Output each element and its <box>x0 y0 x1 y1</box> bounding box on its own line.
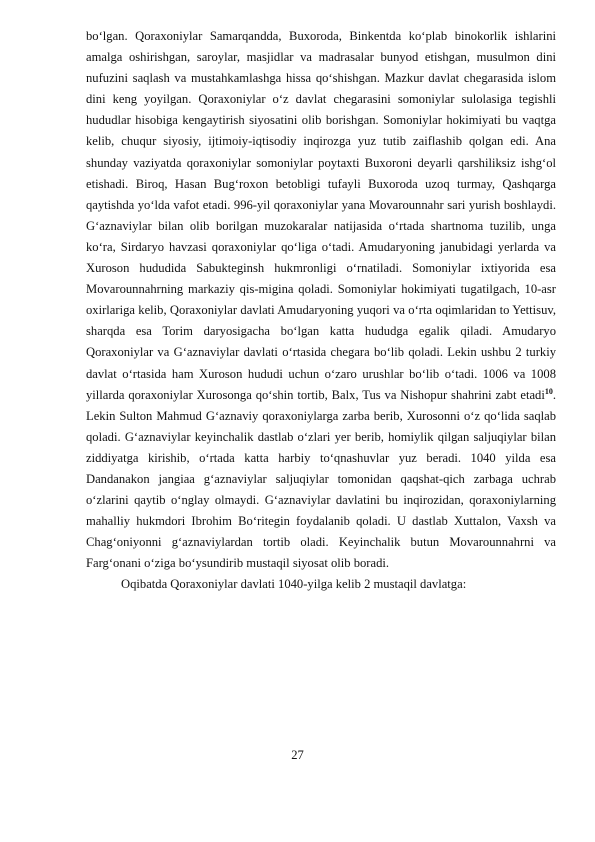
document-page <box>86 26 556 596</box>
body-paragraph <box>86 26 556 574</box>
page-number: 27 <box>291 748 304 762</box>
paragraph-text-part-2: . Lekin Sulton Mahmud G‘aznaviy qoraxoniylarga zarba berib, Xurosonni o‘z qo‘lida saqlab qoladi. G‘aznaviylar keyinchalik dastlab o‘zlari yer berib, homiylik qilgan saljuqiylar bilan ziddiyatga kirishib, o‘rtada katta harbiy to‘qnashuvlar yuz beradi. 1040 yilda esa Dandanakon jangiaa g‘aznaviylar saljuqiylar tomonidan qaqshat-qich zarbaga uchrab o‘zlarini qaytib o‘nglay olmaydi. G‘aznaviylar davlatini bu inqirozidan, qoraxoniylarning mahalliy hukmdori Ibrohim Bo‘ritegin foydalanib qoladi. U dastlab Xuttalon, Vaxsh va Chag‘oniyonni g‘aznaviylardan tortib oladi. Keyinchalik butun Movarounnahrni va Farg‘onani o‘ziga bo‘ysundirib mustaqil siyosat olib boradi. <box>86 387 556 571</box>
paragraph-text-part-1: bo‘lgan. Qoraxoniylar Samarqandda, Buxoroda, Binkentda ko‘plab binokorlik ishlarini amalga oshirishgan, saroylar, masjidlar va madrasalar bunyod etishgan, musulmon dini nufuzini saqlash va mustahkamlashga hissa qo‘shishgan. Mazkur davlat chegarasida islom dini keng yoyilgan. Qoraxoniylar o‘z davlat chegarasini somoniylar sulolasiga tegishli hududlar hisobiga kengaytirish siyosatini olib borishgan. Somoniylar hokimiyati bu vaqtga kelib, chuqur siyosiy, ijtimoiy-iqtisodiy inqirozga yuz tutib zaiflashib qolgan edi. Ana shunday vaziyatda qoraxoniylar somoniylar poytaxti Buxoroni deyarli qarshiliksiz ishg‘ol etishadi. Biroq, Hasan Bug‘roxon betobligi tufayli Buxoroda uzoq turmay, Qashqarga qaytishda yo‘lda vafot etadi. 996-yil qoraxoniylar yana Movarounnahr sari yurish boshlaydi. G‘aznaviylar bilan olib borilgan muzokaralar natijasida o‘rtada shartnoma tuzilib, unga ko‘ra, Sirdaryo havzasi qoraxoniylar qo‘liga o‘tadi. Amudaryoning janubidagi yerlarda va Xuroson hududida Sabukteginsh hukmronligi o‘rnatiladi. Somoniylar ixtiyorida esa Movarounnahrning markaziy qis-migina qoladi. Somoniylar hokimiyati tugatilgach, 10-asr oxirlariga kelib, Qoraxoniylar davlati Amudaryoning yuqori va o‘rta oqimlaridan to Yettisuv, sharqda esa Torim daryosigacha bo‘lgan katta hududga egalik qiladi. Amudaryo Qoraxoniylar va G‘aznaviylar davlati o‘rtasida chegara bo‘lib qoladi. Lekin ushbu 2 turkiy davlat o‘rtasida ham Xuroson hududi uchun o‘zaro urushlar bo‘lib o‘tadi. 1006 va 1008 yillarda qoraxoniylar Xurosonga qo‘shin tortib, Balx, Tus va Nishopur shahrini zabt etadi <box>86 29 556 402</box>
list-intro-line: Oqibatda Qoraxoniylar davlati 1040-yilga kelib 2 mustaqil davlatga: <box>121 577 467 592</box>
footnote-reference[interactable]: 10 <box>544 386 553 396</box>
